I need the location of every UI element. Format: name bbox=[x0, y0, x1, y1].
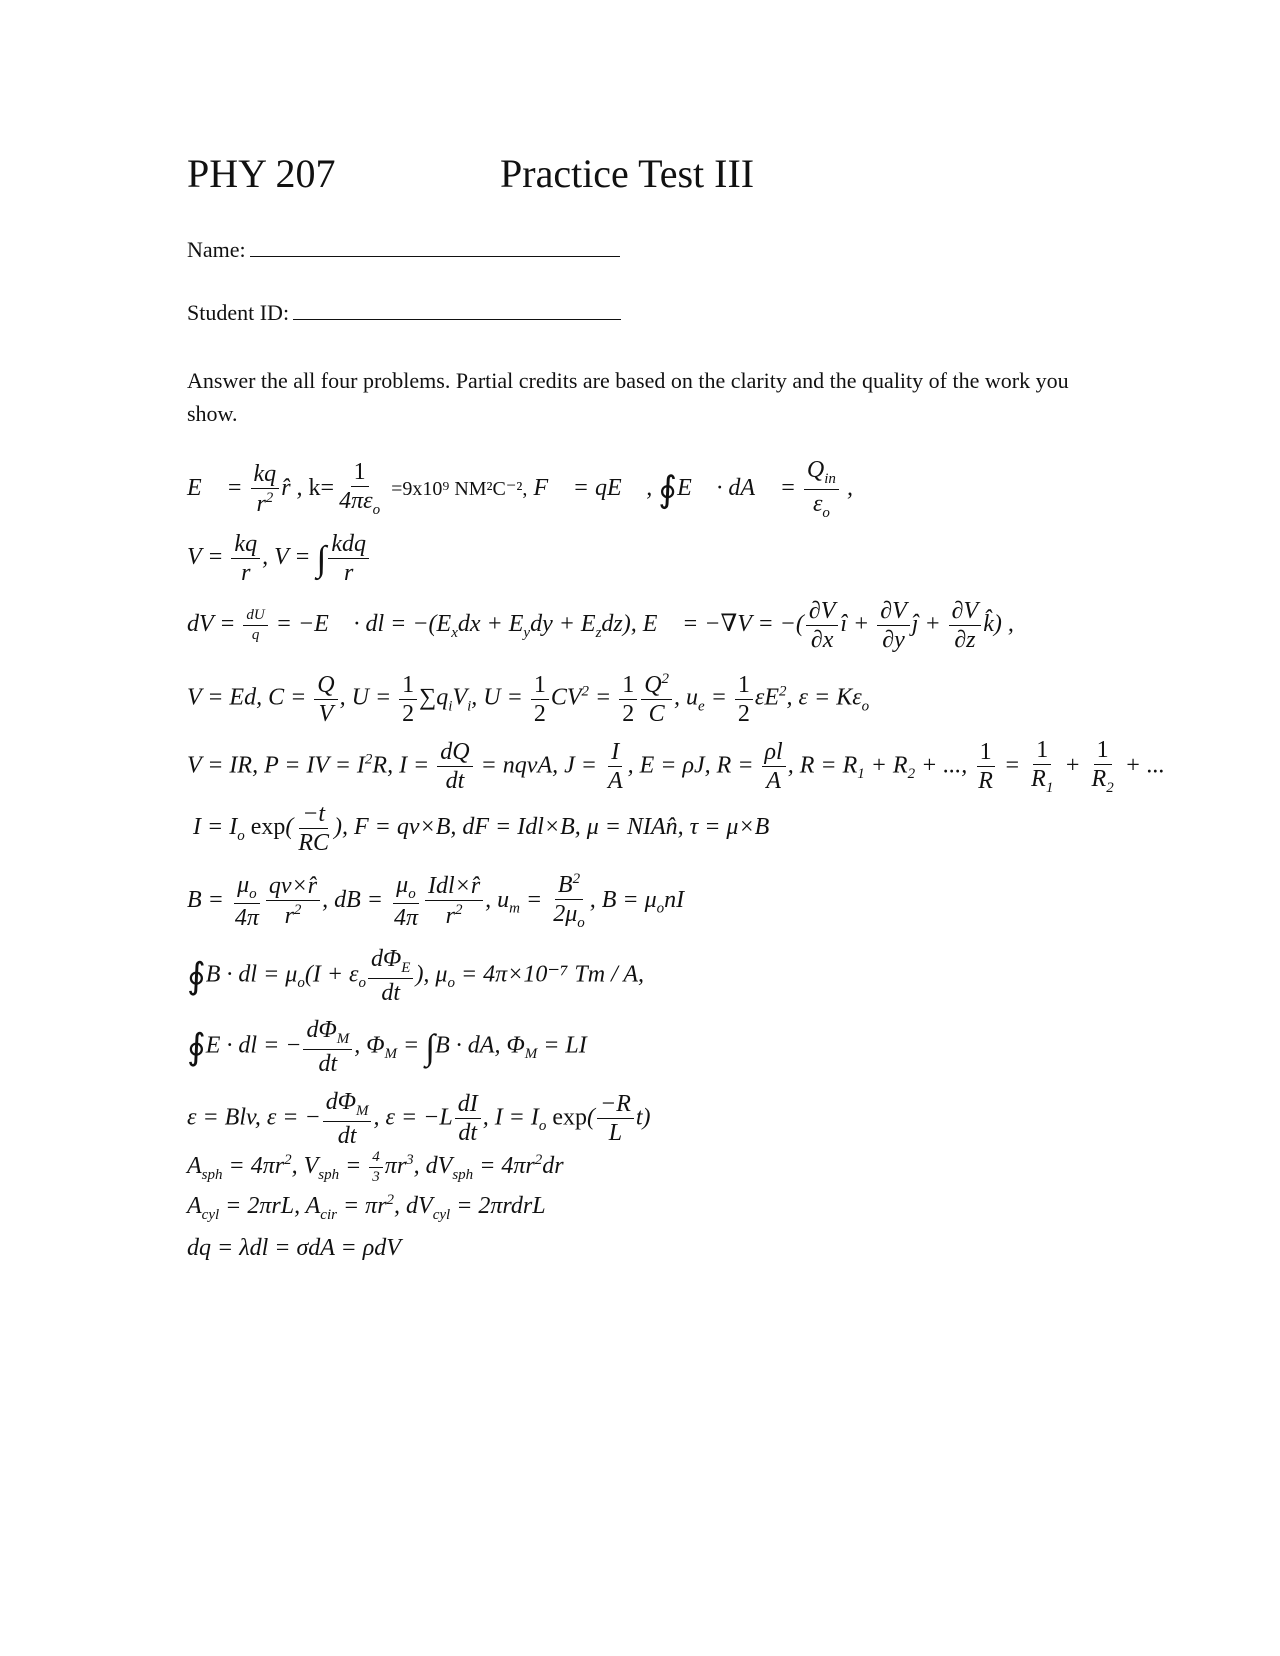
name-blank bbox=[250, 236, 620, 257]
formula-line-7: B = $\frac{\mu_o}{4\pi}$ $\frac{qv\times r̂}{r^2}$ , dB = $\frac{\mu_o}{4\pi}$ Idl×r̂ $r^2$ , $u_m$ = $\frac{B^2}{2\mu_o}$ , $B = \mu_onI$ bbox=[187, 871, 685, 932]
student-id-label: Student ID: bbox=[187, 300, 290, 325]
page-title: Practice Test III bbox=[500, 151, 755, 196]
coulomb-constant: =9x10⁹ NM²C⁻², bbox=[391, 477, 528, 500]
formula-line-8: ∮B · dl = $\mu_o(I + \varepsilon_o$ $d\Phi_E$ dt ), $\mu_o = 4\pi\times 10^{-7}$ Tm / A, bbox=[187, 946, 644, 1006]
formula-line-2: V = $\frac{kq}{r}$ , V = ∫ kdq r bbox=[187, 532, 371, 585]
formula-line-12: $A_{cyl} = 2\pi rL$, $A_{cir} = \pi r^2$, $dV_{cyl}$ = 2πrdrL bbox=[187, 1192, 546, 1223]
student-id-blank bbox=[293, 299, 621, 320]
permeability-value: = 4π×10⁻⁷ Tm / A, bbox=[460, 961, 644, 988]
formula-line-11: $A_{sph} = 4\pi r^2$, $V_{sph}$ = $\frac{4}{3}$ $\pi r^3$, $dV_{sph} = 4\pi r^2dr$ bbox=[187, 1149, 564, 1185]
formula-line-13: dq = λdl = σdA = ρdV bbox=[187, 1235, 401, 1261]
formula-line-3: dV = $\frac{dU}{q}$ = −E⃗ · dl = $-(E_xdx + E_ydy + E_zdz)$, E⃗ = −∇V = −( $\frac{\partial V}{\partial x}$ î + $\frac{\partial V}{\partial y}$ ĵ + $\frac{\partial V}{\partial z}$ k̂) , bbox=[187, 598, 1014, 653]
formula-line-10: ε = Blv, ε = − $d\Phi_M$ dt , ε = −L $\frac{dI}{dt}$ , $I = I_o$ exp( $\frac{-R}{L}$ t) bbox=[187, 1089, 651, 1149]
formula-line-5: V = IR, P = IV = $I^2R$, I = $\frac{dQ}{dt}$ = nqvA, J = $\frac{I}{A}$ , E = ρJ, R = $\frac{\rho l}{A}$ , $R = R_1 + R_2$ + ..., $\frac{1}{R}$ = $\frac{1}{R_1}$ + $\frac{1}{R_2}$ + ... bbox=[187, 737, 1165, 796]
name-field bbox=[187, 236, 620, 263]
instructions: Answer the all four problems. Partial credits are based on the clarity and the quality of the work you show. bbox=[187, 368, 1069, 426]
course-code: PHY 207 bbox=[187, 151, 336, 196]
student-id-field bbox=[187, 299, 621, 326]
formula-line-1: E⃗ = $\frac{kq}{r^2}$ r̂ , k= 1 $4\pi\varepsilon_o$ =9x10⁹ NM²C⁻², F⃗ = qE⃗ , ∮E⃗ · dA⃗ = $Q_{in}$ $\varepsilon_o$ , bbox=[187, 457, 853, 521]
formula-line-4: V = Ed, C = $\frac{Q}{V}$ , U = $\frac{1}{2}$ $\sum q_iV_i$, U = $\frac{1}{2}$ $CV^2$ = $\frac{1}{2}$ $\frac{Q^2}{C}$ , $u_e$ = $\frac{1}{2}$ $\varepsilon E^2$, $\varepsilon = K\varepsilon_o$ bbox=[187, 671, 870, 727]
formula-line-9: ∮E · dl = − $d\Phi_M$ dt , $\Phi_M = \int B$ · dA, $\Phi_M$ = LI bbox=[187, 1017, 587, 1077]
formula-line-6: $I = I_o$ exp( $\frac{-t}{RC}$ ), F = qv×B, dF = Idl×B, μ = NIAn̂, τ = μ×B bbox=[193, 801, 770, 856]
name-label: Name: bbox=[187, 237, 246, 262]
